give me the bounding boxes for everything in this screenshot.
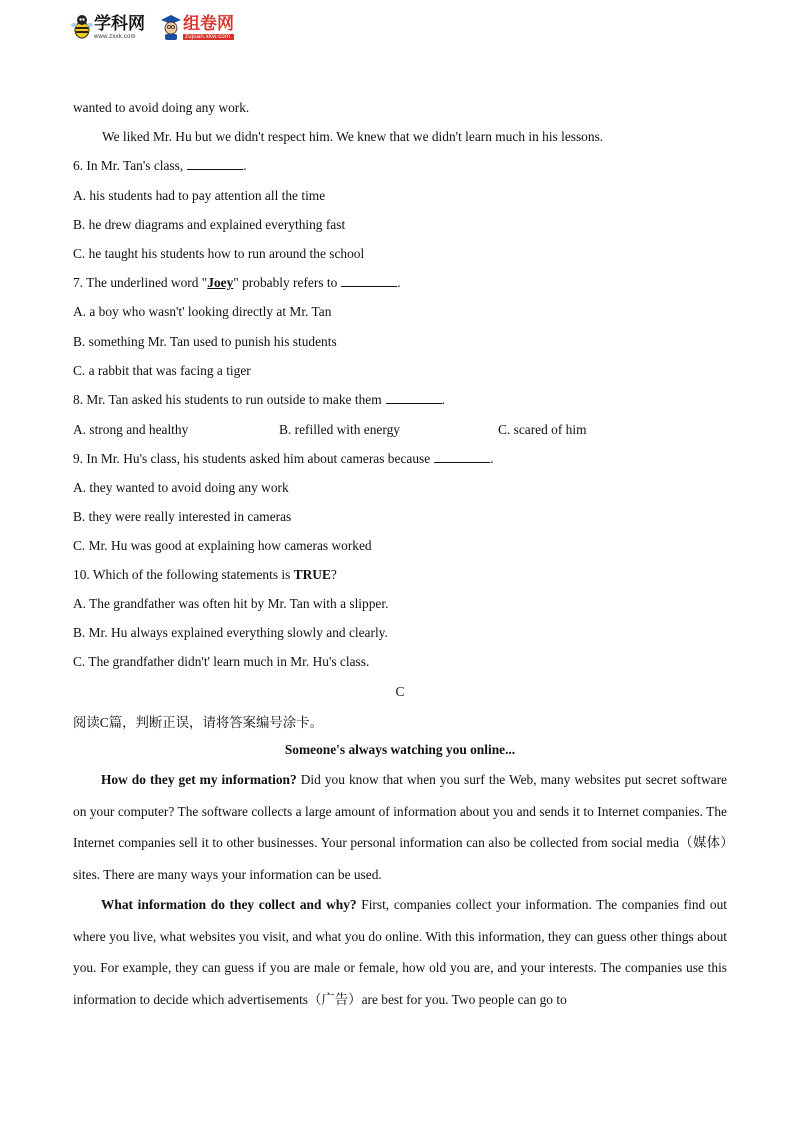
question-8-option-b: B. refilled with energy <box>279 422 400 437</box>
question-9-stem: 9. In Mr. Hu's class, his students asked him about cameras because . <box>73 451 494 466</box>
section-instruction: 阅读C篇，判断正误，请将答案编号涂卡。 <box>73 715 323 730</box>
question-10-stem: 10. Which of the following statements is TRUE? <box>73 567 337 582</box>
question-7-option-a: A. a boy who wasn't' looking directly at Mr. Tan <box>73 304 332 319</box>
article-title: Someone's always watching you online... <box>284 742 516 757</box>
logo-xuekewang <box>70 13 145 41</box>
question-8-option-a: A. strong and healthy <box>73 422 189 437</box>
question-7-stem: 7. The underlined word "Joey" probably refers to . <box>73 275 401 290</box>
question-7-option-c: C. a rabbit that was facing a tiger <box>73 363 251 378</box>
section-letter: C <box>395 684 405 699</box>
question-9-option-a: A. they wanted to avoid doing any work <box>73 480 289 495</box>
question-10-option-c: C. The grandfather didn't' learn much in Mr. Hu's class. <box>73 654 370 669</box>
question-9-option-b: B. they were really interested in cameras <box>73 509 292 524</box>
article-paragraph-1 <box>73 764 727 890</box>
passage-end-paragraph: We liked Mr. Hu but we didn't respect him. We knew that we didn't learn much in his lessons. <box>102 129 604 144</box>
question-9-option-c: C. Mr. Hu was good at explaining how cameras worked <box>73 538 372 553</box>
question-6-option-b: B. he drew diagrams and explained everything fast <box>73 217 346 232</box>
paragraph-2-heading: What information do they collect and why? <box>101 897 357 912</box>
logo2-name: 组卷网 <box>183 13 234 33</box>
bee-mascot-icon <box>70 13 94 41</box>
paragraph-2-body: First, companies collect your information. The companies find out where you live, what websites you visit, and what you do online. With this information, they can guess other things about you. For example, they can guess if you are male or female, how old you are, and your interests. The companies use this information to decide which advertisements（广告）are best for you. Two people can go to <box>73 897 727 1007</box>
logo2-url: zujuan.xkw.com <box>183 34 234 40</box>
header <box>70 10 248 44</box>
logo1-url: www.zxxk.com <box>94 33 136 40</box>
underlined-word: Joey <box>207 275 234 290</box>
paragraph-1-body: Did you know that when you surf the Web, many websites put secret software on your computer? The software collects a large amount of information about you and sends it to Internet companies. The Internet companies sell it to other businesses. Your personal information can also be collected from social media（媒体）sites. There are many ways your information can be used. <box>73 772 727 882</box>
doctor-mascot-icon <box>159 13 183 41</box>
logo-zujuanwang <box>159 13 234 41</box>
answer-blank <box>341 275 397 287</box>
answer-blank <box>187 158 243 170</box>
question-7-option-b: B. something Mr. Tan used to punish his students <box>73 334 337 349</box>
logo1-name: 学科网 <box>94 13 145 33</box>
question-8-stem: 8. Mr. Tan asked his students to run outside to make them . <box>73 392 445 407</box>
question-8-option-c: C. scared of him <box>498 422 587 437</box>
paragraph-1-heading: How do they get my information? <box>101 772 297 787</box>
answer-blank <box>386 392 442 404</box>
question-10-option-a: A. The grandfather was often hit by Mr. Tan with a slipper. <box>73 596 389 611</box>
question-10-option-b: B. Mr. Hu always explained everything slowly and clearly. <box>73 625 388 640</box>
question-6-option-a: A. his students had to pay attention all the time <box>73 188 326 203</box>
emphasis-word: TRUE <box>293 567 331 582</box>
answer-blank <box>434 451 490 463</box>
article-paragraph-2 <box>73 889 727 1015</box>
question-6-stem: 6. In Mr. Tan's class, . <box>73 158 247 173</box>
question-6-option-c: C. he taught his students how to run around the school <box>73 246 365 261</box>
passage-end-line: wanted to avoid doing any work. <box>73 100 250 115</box>
